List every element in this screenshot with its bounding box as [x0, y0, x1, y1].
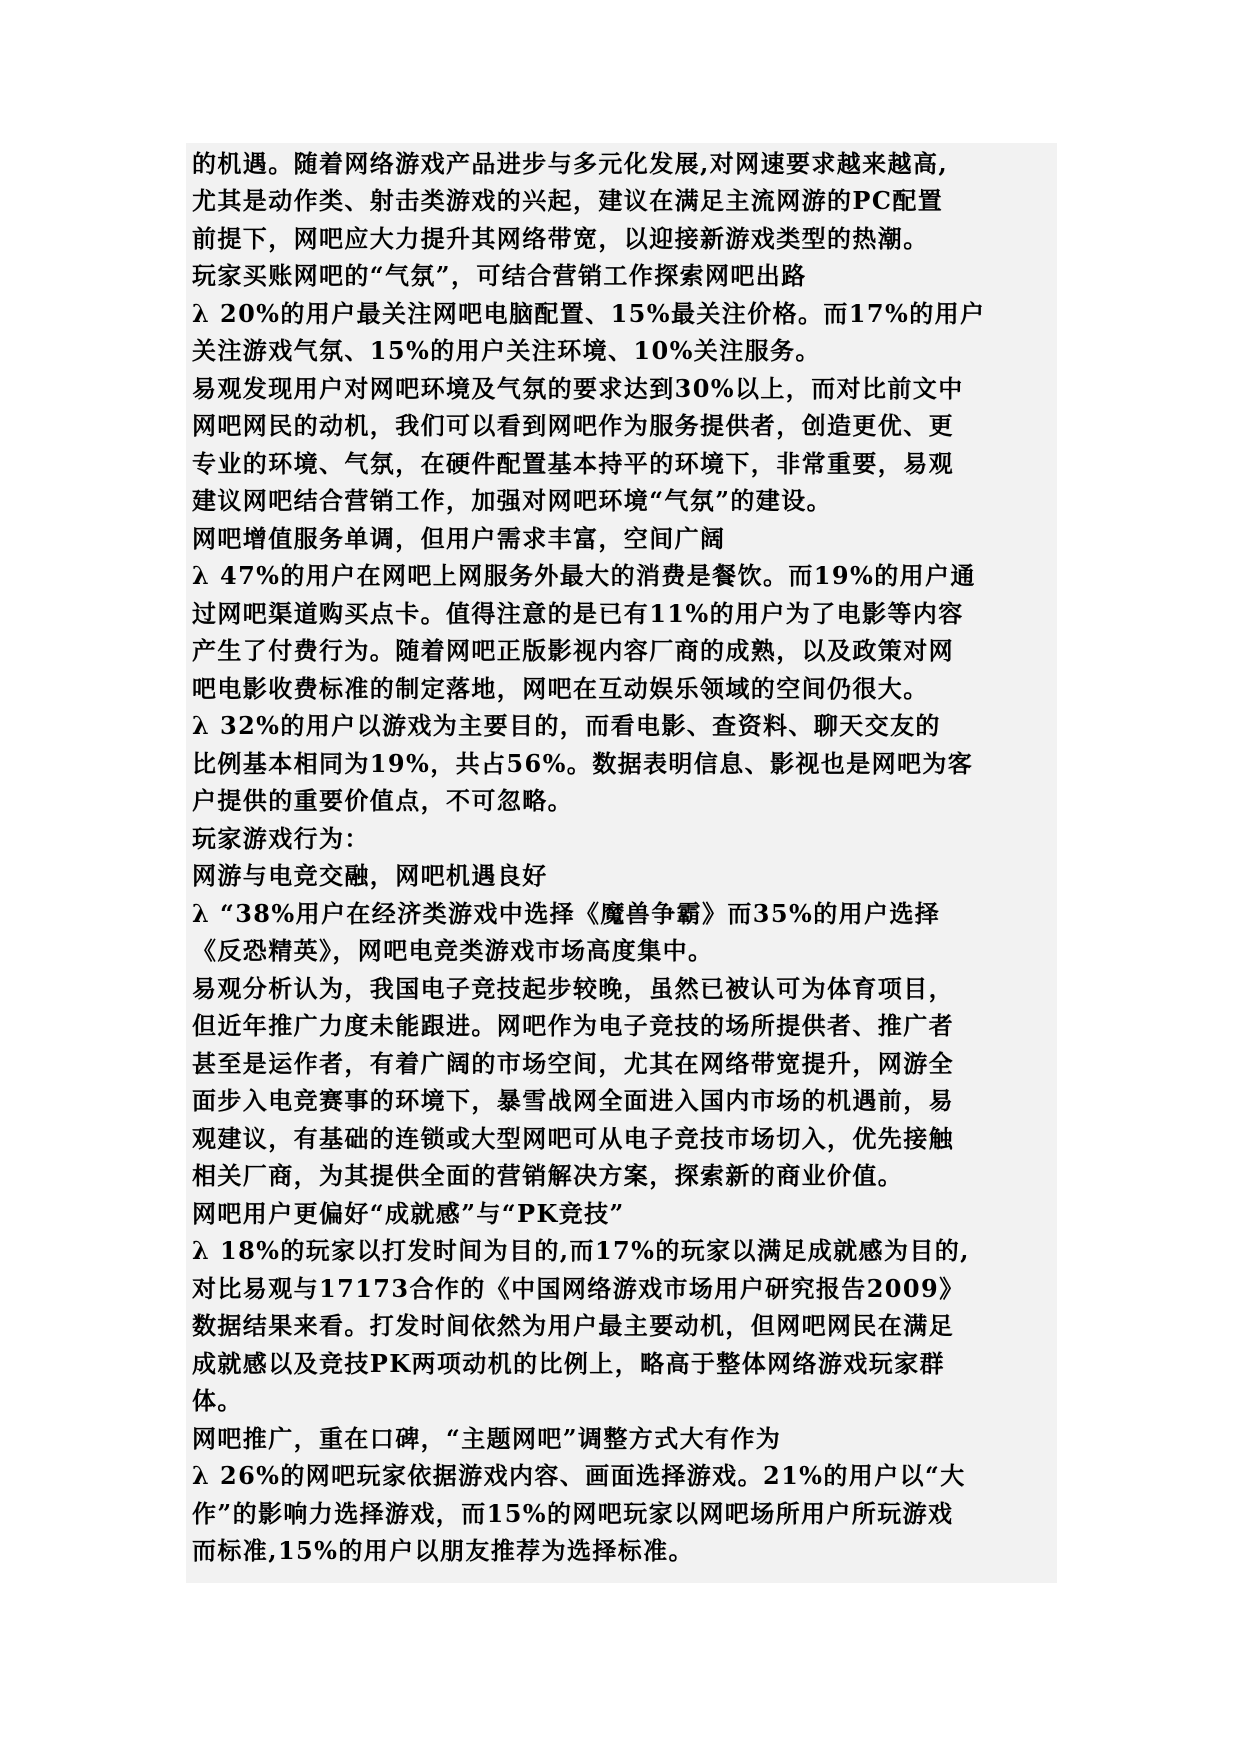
- text-line: 产生了付费行为。随着网吧正版影视内容厂商的成熟，以及政策对网: [192, 636, 954, 665]
- section-heading: 网吧推广，重在口碑，“主题网吧”调整方式大有作为: [192, 1424, 782, 1453]
- text-line: 易观发现用户对网吧环境及气氛的要求达到30%以上，而对比前文中: [192, 374, 964, 403]
- bullet-item: λ 26%的网吧玩家依据游戏内容、画面选择游戏。21%的用户以“大: [192, 1461, 966, 1490]
- text-line: 《反恐精英》，网吧电竞类游戏市场高度集中。: [192, 936, 714, 965]
- text-line: 观建议，有基础的连锁或大型网吧可从电子竞技市场切入，优先接触: [192, 1124, 954, 1153]
- bullet-item: λ “38%用户在经济类游戏中选择《魔兽争霸》而35%的用户选择: [192, 899, 941, 928]
- text-line: 相关厂商，为其提供全面的营销解决方案，探索新的商业价值。: [192, 1161, 904, 1190]
- text-line: 成就感以及竞技PK两项动机的比例上，略高于整体网络游戏玩家群: [192, 1349, 945, 1378]
- text-line: 关注游戏气氛、15%的用户关注环境、10%关注服务。: [192, 336, 821, 365]
- section-heading: 网吧用户更偏好“成就感”与“PK竞技”: [192, 1199, 625, 1228]
- text-line: 体。: [192, 1386, 243, 1415]
- text-line: 吧电影收费标准的制定落地，网吧在互动娱乐领域的空间仍很大。: [192, 674, 929, 703]
- text-line: 的机遇。随着网络游戏产品进步与多元化发展,对网速要求越来越高,: [192, 149, 949, 178]
- bullet-item: λ 18%的玩家以打发时间为目的,而17%的玩家以满足成就感为目的,: [192, 1236, 970, 1265]
- text-line: 但近年推广力度未能跟进。网吧作为电子竞技的场所提供者、推广者: [192, 1011, 954, 1040]
- text-line: 数据结果来看。打发时间依然为用户最主要动机，但网吧网民在满足: [192, 1311, 954, 1340]
- text-block: [186, 143, 1057, 1583]
- text-line: 作”的影响力选择游戏，而15%的网吧玩家以网吧场所用户所玩游戏: [192, 1499, 954, 1528]
- text-line: 而标准,15%的用户以朋友推荐为选择标准。: [192, 1536, 694, 1565]
- text-line: 比例基本相同为19%，共占56%。数据表明信息、影视也是网吧为客: [192, 749, 974, 778]
- section-heading: 网吧增值服务单调，但用户需求丰富，空间广阔: [192, 524, 726, 553]
- text-line: 尤其是动作类、射击类游戏的兴起，建议在满足主流网游的PC配置: [192, 186, 944, 215]
- bullet-item: λ 20%的用户最关注网吧电脑配置、15%最关注价格。而17%的用户: [192, 299, 986, 328]
- bullet-item: λ 47%的用户在网吧上网服务外最大的消费是餐饮。而19%的用户通: [192, 561, 976, 590]
- section-heading: 玩家游戏行为：: [192, 824, 370, 853]
- text-line: 对比易观与17173合作的《中国网络游戏市场用户研究报告2009》: [192, 1274, 965, 1303]
- text-line: 过网吧渠道购买点卡。值得注意的是已有11%的用户为了电影等内容: [192, 599, 964, 628]
- text-line: 网吧网民的动机，我们可以看到网吧作为服务提供者，创造更优、更: [192, 411, 954, 440]
- text-line: 易观分析认为，我国电子竞技起步较晚，虽然已被认可为体育项目，: [192, 974, 954, 1003]
- section-heading: 玩家买账网吧的“气氛”，可结合营销工作探索网吧出路: [192, 261, 807, 290]
- text-line: 甚至是运作者，有着广阔的市场空间，尤其在网络带宽提升，网游全: [192, 1049, 954, 1078]
- text-line: 专业的环境、气氛，在硬件配置基本持平的环境下，非常重要，易观: [192, 449, 954, 478]
- text-line: 前提下，网吧应大力提升其网络带宽，以迎接新游戏类型的热潮。: [192, 224, 929, 253]
- bullet-item: λ 32%的用户以游戏为主要目的，而看电影、查资料、聊天交友的: [192, 711, 941, 740]
- section-heading: 网游与电竞交融，网吧机遇良好: [192, 861, 548, 890]
- text-line: 面步入电竞赛事的环境下，暴雪战网全面进入国内市场的机遇前，易: [192, 1086, 954, 1115]
- text-line: 建议网吧结合营销工作，加强对网吧环境“气氛”的建设。: [192, 486, 833, 515]
- text-line: 户提供的重要价值点，不可忽略。: [192, 786, 573, 815]
